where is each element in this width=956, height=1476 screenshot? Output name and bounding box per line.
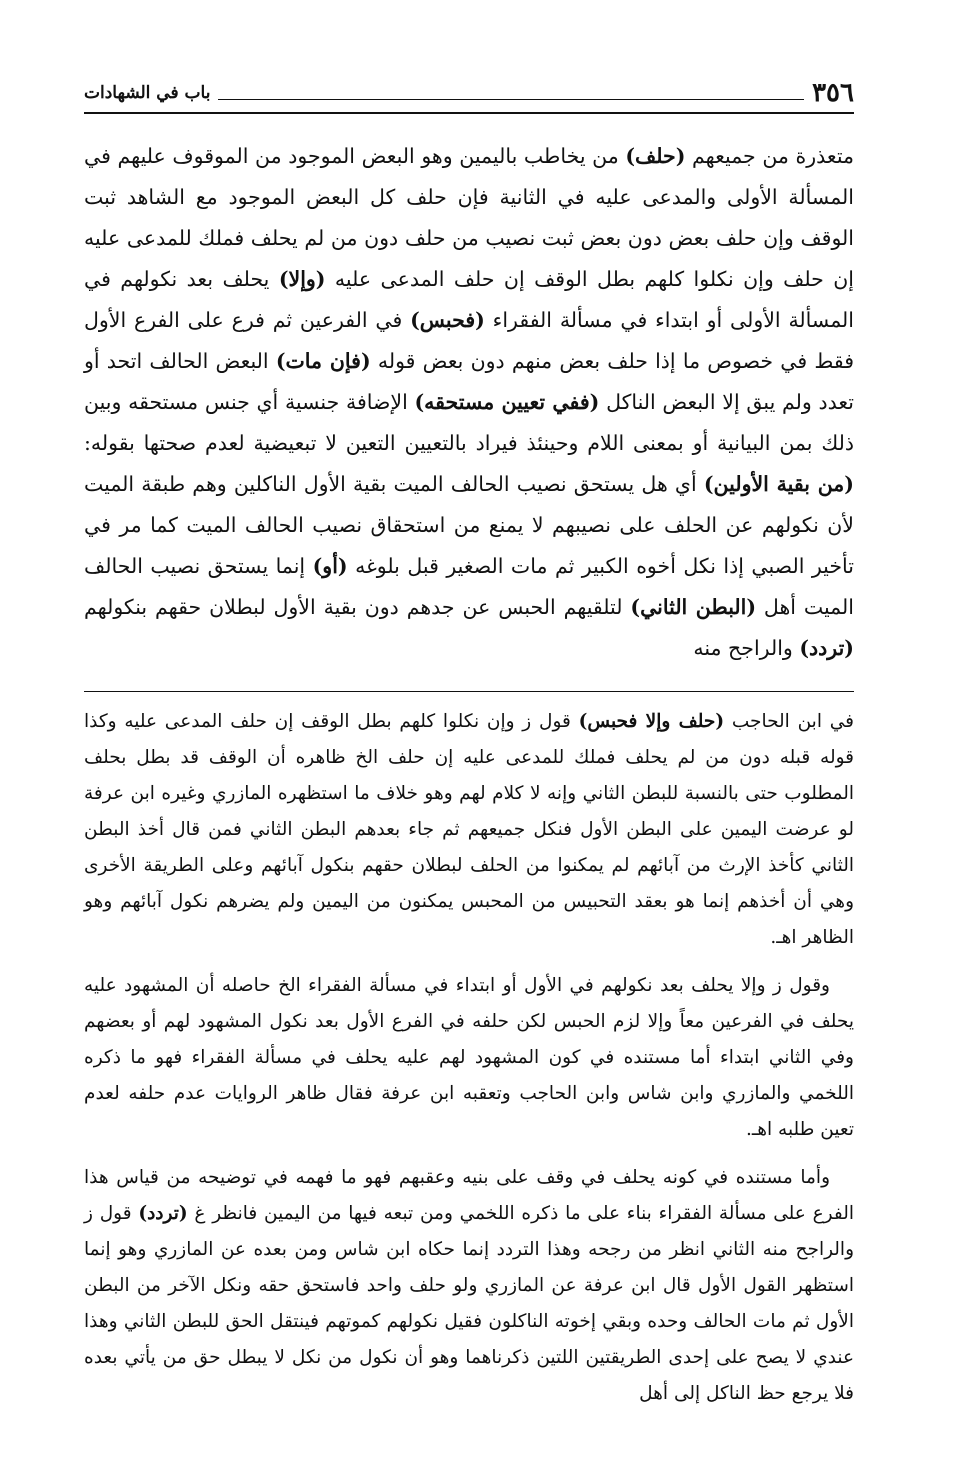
main-paragraph	[84, 136, 854, 669]
text-run: الإضافة جنسية أي جنس مستحقه وبين ذلك بمن البيانية أو بمعنى اللام وحينئذ فيراد بالتعيين التعين لا تبعيضية لعدم صحتها بقوله:	[84, 390, 854, 455]
chapter-title: باب في الشهادات	[84, 83, 211, 103]
text-run: قول ز وإن نكلوا كلهم بطل الوقف إن حلف المدعى عليه وكذا قوله قبله دون من لم يحلف فملك للمدعى عليه إن حلف الخ ظاهره أن الوقف قد بطل بحلف المطلوب حتى بالنسبة للبطن الثاني وإنه لا كلام لهم وهو خلاف ما استظهره المازري وغيره ابن عرفة لو عرضت اليمين على البطن الأول فنكل جميعهم ثم جاء بعدهم البطن الثاني فمن قال أخذ البطن الثاني كأخذ الإرث من آبائهم لم يمكنوا من الحلف لبطلان حقهم بنكول آبائهم وعلى الطريقة الأخرى وهي أن أخذهم إنما هو بعقد التحبيس من المحبس يمكنون من اليمين ولم يضرهم نكول آبائهم وهو الظاهر اهـ.	[84, 711, 854, 948]
footnote-paragraph	[84, 1160, 854, 1412]
bold-lemma: (ففي تعيين مستحقه)	[414, 390, 600, 414]
header-line	[218, 99, 804, 100]
text-run: في الفرعين ثم فرع على الفرع الأول فقط في خصوص ما إذا حلف بعض منهم دون بعض قوله	[84, 308, 854, 373]
footnote-paragraph	[84, 704, 854, 956]
bold-lemma: (أو)	[312, 554, 348, 578]
text-run: وأما مستنده في كونه يحلف في وقف على بنيه وعقبهم فهو ما فهمه في توضيحه من قياس هذا الفرع على مسألة الفقراء بناء على ما ذكره اللخمي ومن تبعه فيها من اليمين فانظر غ	[84, 1167, 854, 1224]
bold-lemma: (تردد)	[799, 636, 854, 660]
bold-lemma: (فإن مات)	[275, 349, 371, 373]
main-text	[84, 136, 854, 669]
footnote-divider	[84, 691, 854, 692]
text-run: متعذرة من جميعهم	[685, 144, 854, 168]
bold-lemma: (البطن الثاني)	[630, 595, 757, 619]
text-run: البعض الحالف اتحد أو تعدد ولم يبق إلا البعض الناكل	[84, 349, 854, 414]
bold-lemma: (من بقية الأولين)	[703, 472, 854, 496]
page-number: ٣٥٦	[812, 78, 854, 108]
text-run: إنما يستحق نصيب الحالف الميت أهل	[84, 554, 854, 619]
book-page	[84, 72, 854, 1424]
text-run: والراجح منه	[693, 636, 800, 660]
header-rule	[84, 112, 854, 114]
text-run: يحلف بعد نكولهم في المسألة الأولى أو ابتداء في مسألة الفقراء	[84, 267, 855, 332]
bold-lemma: (تردد)	[138, 1203, 188, 1224]
bold-lemma: (فحبس)	[410, 308, 485, 332]
text-run: من يخاطب باليمين وهو البعض الموجود من الموقوف عليهم في المسألة الأولى والمدعى عليه في الثانية فإن حلف كل البعض الموجود مع الشاهد ثبت الوقف وإن حلف بعض دون بعض ثبت نصيب من حلف دون من لم يحلف فملك للمدعى عليه إن حلف وإن نكلوا كلهم بطل الوقف إن حلف المدعى عليه	[84, 144, 854, 291]
footnotes	[84, 704, 854, 1412]
text-run: وقول ز وإلا يحلف بعد نكولهم في الأول أو ابتداء في مسألة الفقراء الخ حاصله أن المشهود عليه يحلف في الفرعين معاً وإلا لزم الحبس لكن حلفه في الفرع الأول بعد نكول المشهود لهم أو بعضهم وفي الثاني ابتداء أما مستنده في كون المشهود لهم عليه يحلف في مسألة الفقراء فهو ما ذكره اللخمي والمازري وابن شاس وابن الحاجب وتعقبه ابن عرفة فقال ظاهر الروايات عدم حلفه لعدم تعين طلبه اهـ.	[84, 975, 854, 1140]
text-run: قول ز والراجح منه الثاني انظر من رجحه وهذا التردد إنما حكاه ابن شاس ومن بعده عن المازري وهو إنما استظهر القول الأول قال ابن عرفة عن المازري ولو حلف واحد فاستحق حقه ونكل الآخر من البطن الأول ثم مات الحالف وحده وبقي إخوته الناكلون فقيل نكولهم كموتهم فينتقل الحق للبطن الثاني وهذا عندي لا يصح على إحدى الطريقتين اللتين ذكرناهما وهو أن نكول من نكل لا يبطل حق من يأتي بعده فلا يرجع حظ الناكل إلى أهل	[84, 1203, 854, 1404]
footnote-paragraph	[84, 968, 854, 1148]
text-run: في ابن الحاجب	[724, 711, 854, 732]
bold-lemma: (حلف)	[625, 144, 686, 168]
text-run: أي هل يستحق نصيب الحالف الميت بقية الأول الناكلين وهم طبقة الميت لأن نكولهم عن الحلف على نصيبهم لا يمنع من استحقاق نصيب الحالف الميت كما مر في تأخير الصبي إذا نكل أخوه الكبير ثم مات الصغير قبل بلوغه	[84, 472, 854, 578]
running-header	[84, 72, 854, 108]
bold-lemma: (وإلا)	[278, 267, 326, 291]
bold-lemma: (حلف وإلا فحبس)	[578, 711, 725, 732]
text-run: لتلقيهم الحبس عن جدهم دون بقية الأول لبطلان حقهم بنكولهم	[84, 595, 631, 619]
